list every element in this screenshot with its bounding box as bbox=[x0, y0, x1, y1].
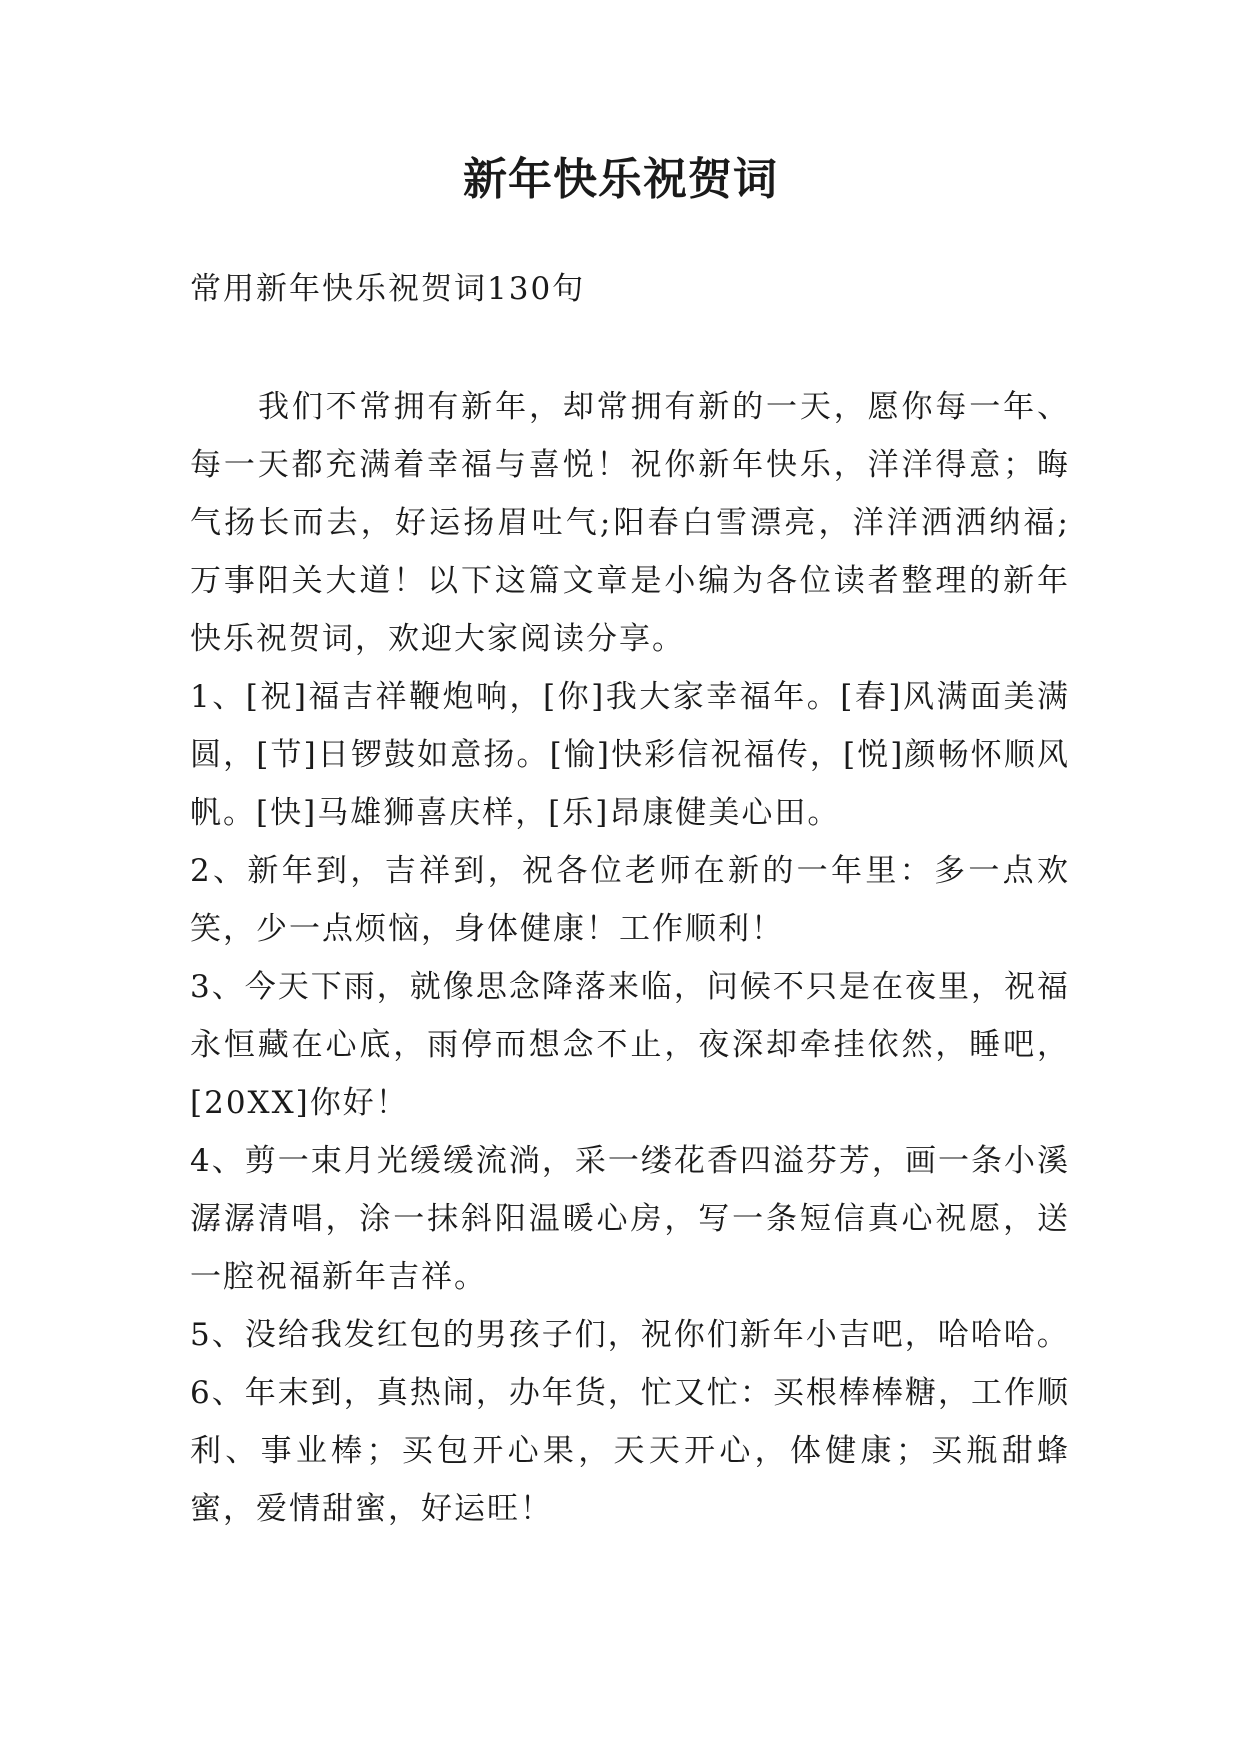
greeting-item-4: 4、剪一束月光缓缓流淌，采一缕花香四溢芬芳，画一条小溪潺潺清唱，涂一抹斜阳温暖心房，写一条短信真心祝愿，送一腔祝福新年吉祥。 bbox=[190, 1143, 1070, 1295]
greeting-item-1: 1、[祝]福吉祥鞭炮响，[你]我大家幸福年。[春]风满面美满圆，[节]日锣鼓如意扬。[愉]快彩信祝福传，[悦]颜畅怀顺风帆。[快]马雄狮喜庆样，[乐]昂康健美心田。 bbox=[190, 679, 1070, 831]
greeting-item-3: 3、今天下雨，就像思念降落来临，问候不只是在夜里，祝福永恒藏在心底，雨停而想念不止，夜深却牵挂依然，睡吧，[20XX]你好！ bbox=[190, 969, 1070, 1121]
document-title: 新年快乐祝贺词 bbox=[463, 154, 778, 205]
document-body bbox=[190, 260, 1070, 1538]
greeting-item-5: 5、没给我发红包的男孩子们，祝你们新年小吉吧，哈哈哈。 bbox=[190, 1317, 1070, 1353]
greeting-item-2: 2、新年到，吉祥到，祝各位老师在新的一年里：多一点欢笑，少一点烦恼，身体健康！工作顺利！ bbox=[190, 853, 1070, 947]
greeting-item-6: 6、年末到，真热闹，办年货，忙又忙：买根棒棒糖，工作顺利、事业棒；买包开心果，天天开心，体健康；买瓶甜蜂蜜，爱情甜蜜，好运旺！ bbox=[190, 1375, 1070, 1527]
intro-paragraph: 我们不常拥有新年，却常拥有新的一天，愿你每一年、每一天都充满着幸福与喜悦！祝你新年快乐，洋洋得意；晦气扬长而去，好运扬眉吐气;阳春白雪漂亮，洋洋洒洒纳福;万事阳关大道！以下这篇文章是小编为各位读者整理的新年快乐祝贺词，欢迎大家阅读分享。 bbox=[190, 389, 1070, 657]
document-subtitle: 常用新年快乐祝贺词130句 bbox=[190, 271, 586, 307]
greeting-list bbox=[190, 668, 1070, 1538]
